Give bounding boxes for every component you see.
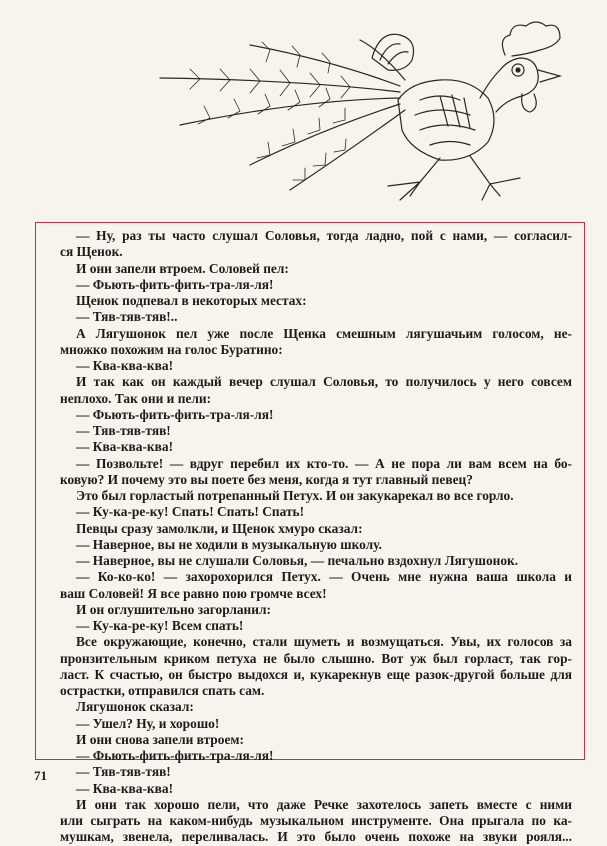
page-number: 71	[34, 768, 47, 783]
story-line: мушкам, звенела, переливалась. И это было очень похоже на звуки рояля...	[60, 829, 572, 845]
story-line: множко похожим на голос Буратино:	[60, 341, 283, 357]
story-line: И они запели втроем. Соловей пел:	[76, 260, 289, 276]
story-line: — Ку-ка-ре-ку! Спать! Спать! Спать!	[76, 504, 305, 520]
story-line: И они так хорошо пели, что даже Речке захотелось запеть вместе с ними	[76, 796, 572, 812]
story-line: ся Щенок.	[60, 244, 123, 260]
story-line: — Ну, раз ты часто слушал Соловья, тогда ладно, пой с нами, — согласил-	[76, 228, 572, 243]
story-line: ковую? И почему это вы поете без меня, когда я тут главный певец?	[60, 471, 473, 487]
story-line: — Тяв-тяв-тяв!	[76, 764, 171, 780]
story-line: Щенок подпевал в некоторых местах:	[76, 293, 307, 308]
story-line: — Фьють-фить-фить-тра-ля-ля!	[76, 276, 274, 292]
story-line: Певцы сразу замолкли, и Щенок хмуро сказал:	[76, 520, 363, 536]
story-line: — Фьють-фить-фить-тра-ля-ля!	[76, 406, 274, 422]
story-line: — Тяв-тяв-тяв!	[76, 423, 171, 438]
story-line: — Ко-ко-ко! — захорохорился Петух. — Очень мне нужна ваша школа и	[76, 569, 572, 585]
story-text	[60, 228, 572, 846]
story-line: Это был горластый потрепанный Петух. И он закукарекал во все горло.	[76, 488, 514, 503]
story-line: — Наверное, вы не ходили в музыкальную школу.	[76, 536, 382, 552]
story-line: — Тяв-тяв-тяв!..	[76, 309, 178, 325]
story-line: или сыграть на каком-нибудь музыкальном инструменте. Она прыгала по ка-	[60, 813, 572, 828]
story-line: — Ква-ква-ква!	[76, 439, 174, 455]
story-line: пронзительным криком петуха не было слышно. Вот уж был горласт, так гор-	[60, 650, 572, 666]
rooster-illustration	[0, 0, 607, 215]
story-line: Все окружающие, конечно, стали шуметь и возмущаться. Увы, их голосов за	[76, 634, 572, 650]
story-line: — Ква-ква-ква!	[76, 780, 174, 796]
story-line: — Наверное, вы не слушали Соловья, — печально вздохнул Лягушонок.	[76, 553, 519, 568]
story-line: А Лягушонок пел уже после Щенка смешным лягушачьим голосом, не-	[76, 325, 572, 341]
story-line: — Позвольте! — вдруг перебил их кто-то. — А не пора ли вам всем на бо-	[76, 455, 572, 471]
story-line: Лягушонок сказал:	[76, 699, 194, 715]
story-line: ласт. К счастью, он быстро выдохся и, кукарекнув еще разок-другой больше для	[60, 666, 572, 682]
story-line: И так как он каждый вечер слушал Соловья, то получилось у него совсем	[76, 374, 572, 390]
story-line: И они снова запели втроем:	[76, 731, 244, 747]
story-line: острастки, отправился спать сам.	[60, 683, 265, 698]
story-line: — Фьють-фить-фить-тра-ля-ля!	[76, 748, 274, 763]
story-line: — Ушел? Ну, и хорошо!	[76, 715, 220, 731]
story-line: И он оглушительно загорланил:	[76, 601, 271, 617]
story-line: ваш Соловей! Я все равно пою громче всех!	[60, 585, 327, 601]
story-line: — Ква-ква-ква!	[76, 358, 174, 373]
story-line: неплохо. Так они и пели:	[60, 390, 212, 406]
story-line: — Ку-ка-ре-ку! Всем спать!	[76, 618, 244, 633]
